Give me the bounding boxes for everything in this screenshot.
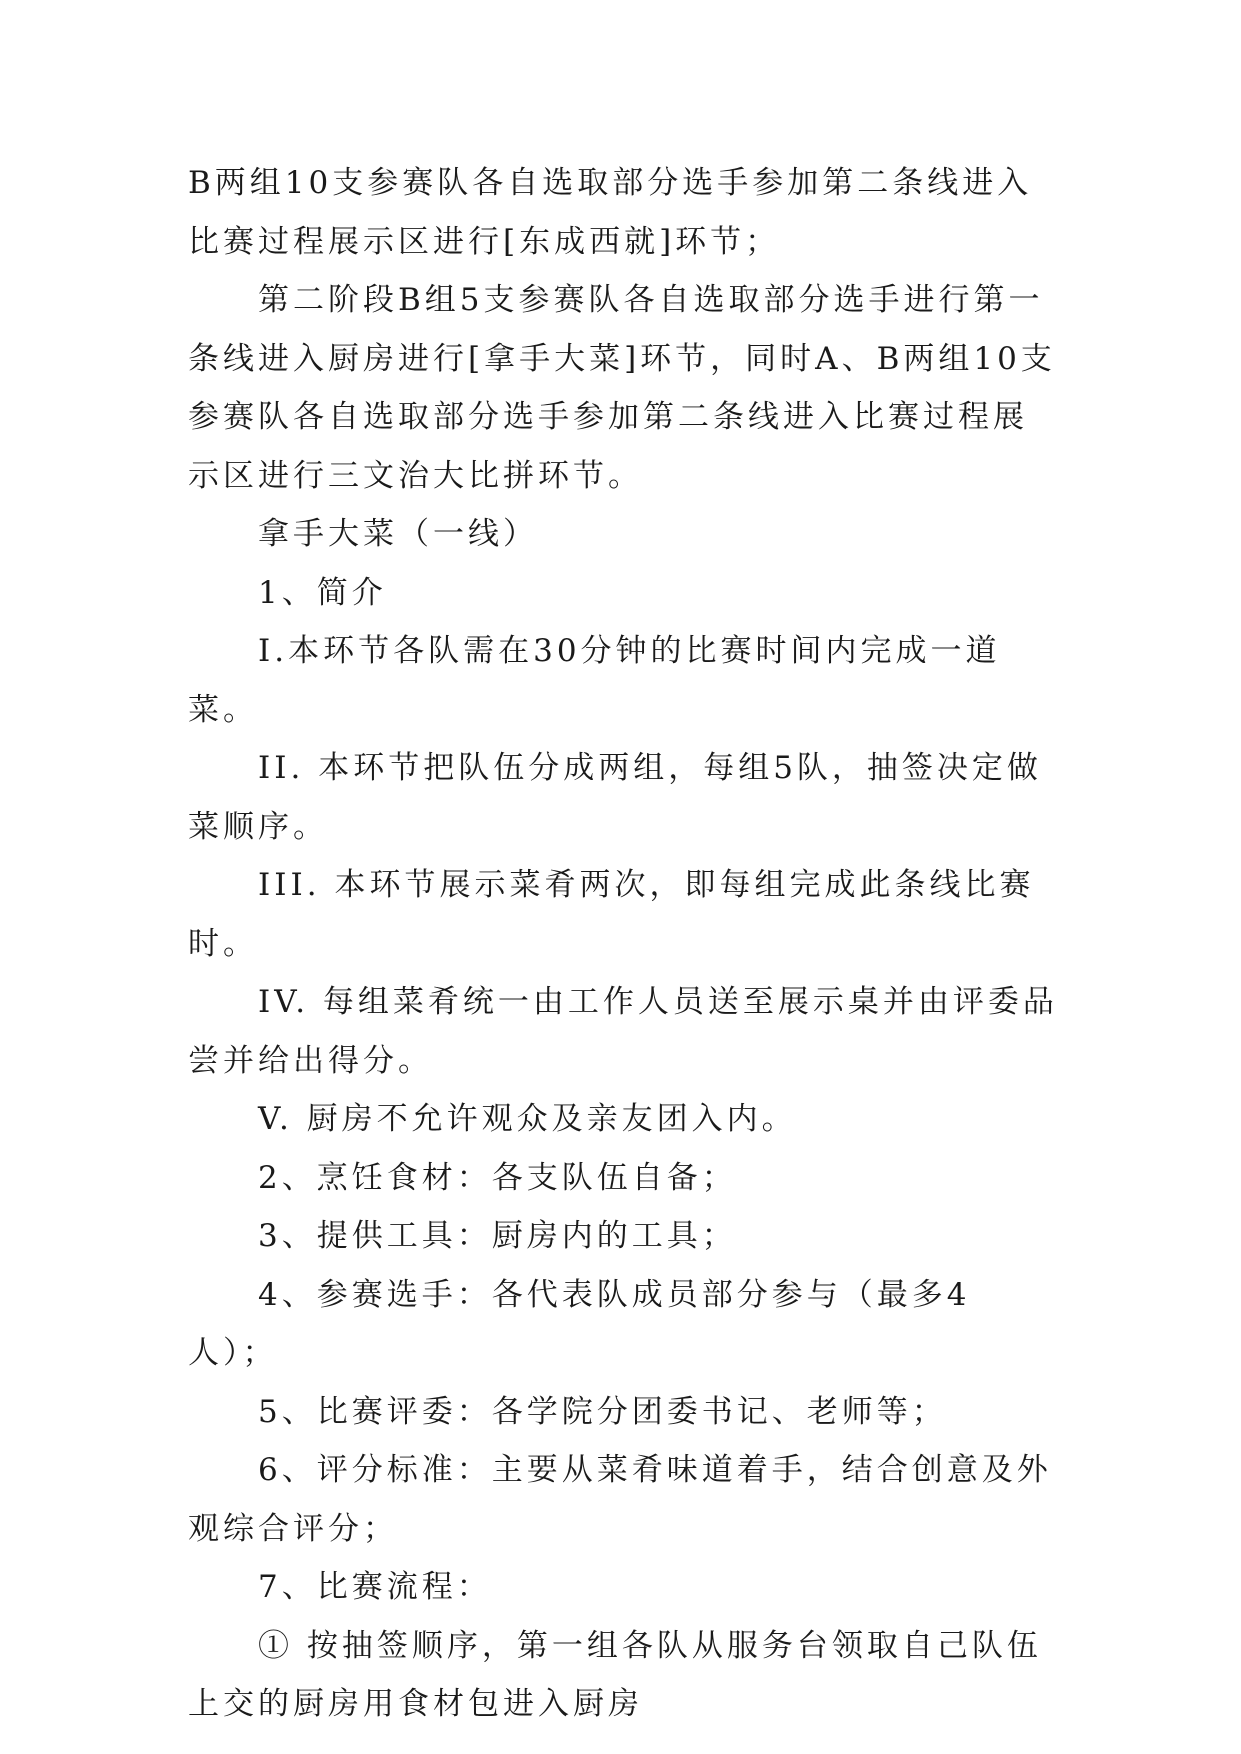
document-body	[188, 154, 1058, 1734]
item-contestants: 4、参赛选手：各代表队成员部分参与（最多4人）；	[188, 1276, 971, 1371]
rule-i: I.本环节各队需在30分钟的比赛时间内完成一道菜。	[188, 633, 1001, 728]
item-tools: 3、提供工具：厨房内的工具；	[258, 1218, 737, 1254]
rule-ii: II. 本环节把队伍分成两组，每组5队，抽签决定做菜顺序。	[188, 750, 1042, 845]
paragraph-continuation: B两组10支参赛队各自选取部分选手参加第二条线进入比赛过程展示区进行[东成西就]环节；	[188, 165, 1033, 260]
item-ingredients: 2、烹饪食材：各支队伍自备；	[258, 1159, 737, 1196]
item-process: 7、比赛流程：	[258, 1569, 492, 1605]
item-scoring: 6、评分标准：主要从菜肴味道着手，结合创意及外观综合评分；	[188, 1452, 1052, 1547]
process-step-1: ① 按抽签顺序，第一组各队从服务台领取自己队伍上交的厨房用食材包进入厨房	[188, 1627, 1042, 1722]
rule-v: V. 厨房不允许观众及亲友团入内。	[258, 1101, 797, 1137]
paragraph-stage-two: 第二阶段B组5支参赛队各自选取部分选手进行第一条线进入厨房进行[拿手大菜]环节，同时A、B两组10支参赛队各自选取部分选手参加第二条线进入比赛过程展示区进行三文治大比拼环节。	[188, 282, 1056, 494]
item-introduction: 1、简介	[258, 574, 387, 611]
section-heading: 拿手大菜（一线）	[258, 516, 538, 552]
rule-iv: IV. 每组菜肴统一由工作人员送至展示桌并由评委品尝并给出得分。	[188, 984, 1058, 1079]
rule-iii: III. 本环节展示菜肴两次，即每组完成此条线比赛时。	[188, 867, 1035, 962]
item-judges: 5、比赛评委：各学院分团委书记、老师等；	[258, 1393, 947, 1430]
